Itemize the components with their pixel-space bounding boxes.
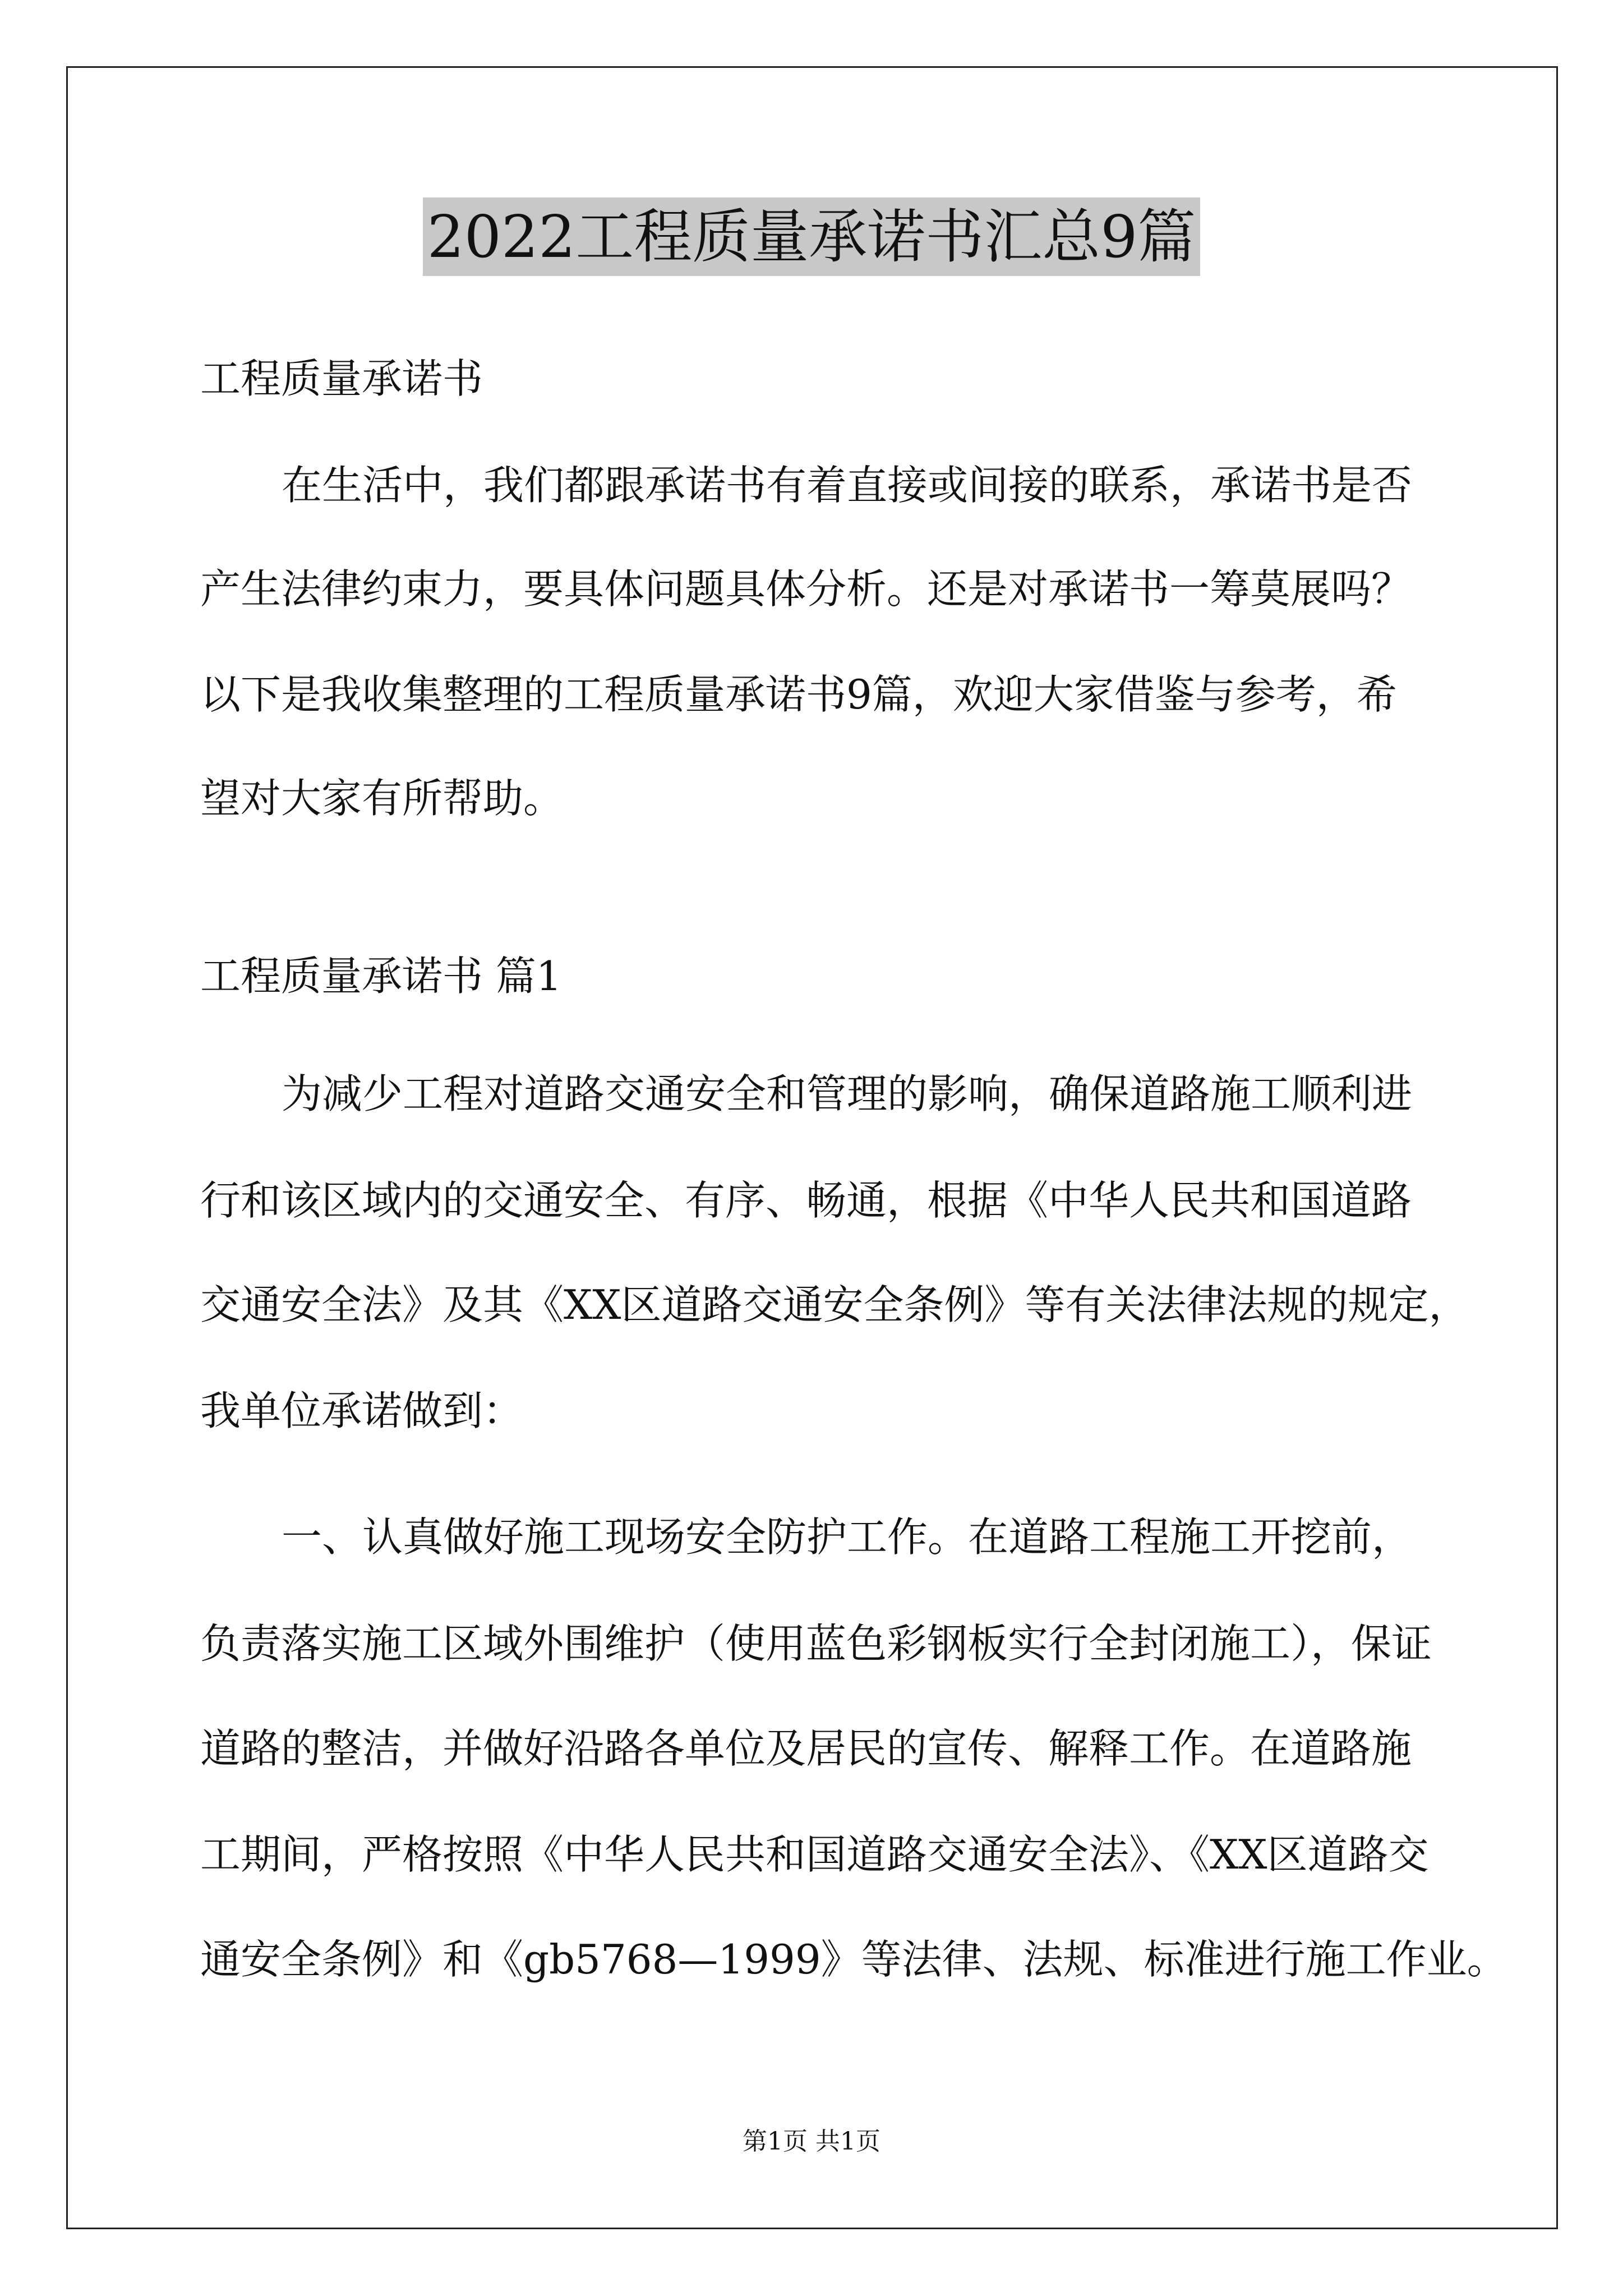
paragraph-line: 产生法律约束力，要具体问题具体分析。还是对承诺书一筹莫展吗？ — [200, 565, 1412, 613]
paragraph-line: 行和该区域内的交通安全、有序、畅通，根据《中华人民共和国道路 — [200, 1177, 1412, 1224]
section-heading: 工程质量承诺书 — [200, 355, 483, 402]
paragraph-line: 以下是我收集整理的工程质量承诺书9篇，欢迎大家借鉴与参考，希 — [200, 671, 1397, 718]
paragraph-line: 负责落实施工区域外围维护（使用蓝色彩钢板实行全封闭施工），保证 — [200, 1620, 1432, 1667]
paragraph-line: 望对大家有所帮助。 — [200, 775, 564, 822]
paragraph-line: 在生活中，我们都跟承诺书有着直接或间接的联系，承诺书是否 — [282, 462, 1413, 509]
paragraph-line: 我单位承诺做到： — [200, 1387, 524, 1434]
document-title: 2022工程质量承诺书汇总9篇 — [0, 197, 1623, 276]
section-heading: 工程质量承诺书 篇1 — [200, 953, 562, 1000]
paragraph-line: 工期间，严格按照《中华人民共和国道路交通安全法》、《XX区道路交 — [200, 1831, 1429, 1878]
page-footer: 第1页 共1页 — [743, 2127, 880, 2156]
paragraph-line: 交通安全法》及其《XX区道路交通安全条例》等有关法律法规的规定， — [200, 1281, 1469, 1328]
paragraph-line: 一、认真做好施工现场安全防护工作。在道路工程施工开挖前， — [282, 1513, 1413, 1561]
paragraph-line: 道路的整洁，并做好沿路各单位及居民的宣传、解释工作。在道路施 — [200, 1725, 1412, 1772]
paragraph-line: 为减少工程对道路交通安全和管理的影响，确保道路施工顺利进 — [282, 1070, 1413, 1117]
paragraph-line: 通安全条例》和《gb5768—1999》等法律、法规、标准进行施工作业。 — [200, 1936, 1507, 1983]
